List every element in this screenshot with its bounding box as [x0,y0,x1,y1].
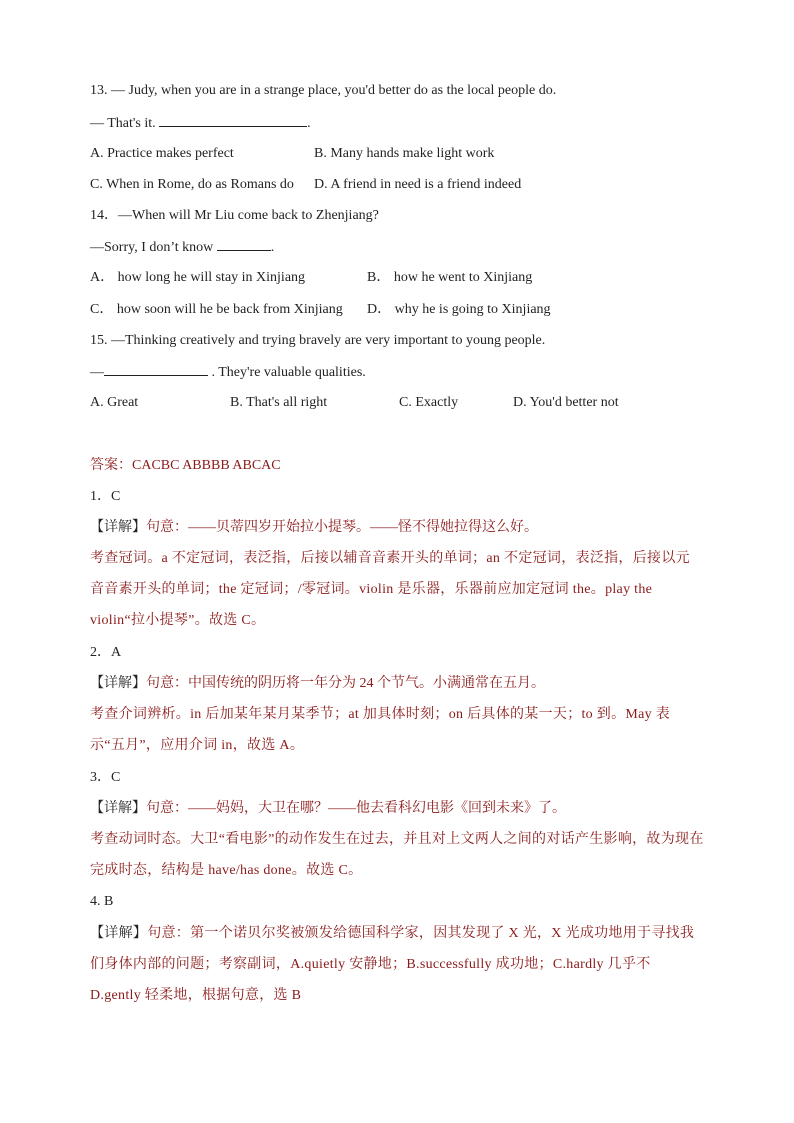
q14-answer-blank [217,238,271,251]
q13-option-c: C. When in Rome, do as Romans do [90,177,294,192]
explanation-3-detail-label: 【详解】 [90,801,146,816]
q15-reply-prefix: — [90,365,104,380]
q14-stem: 14．—When will Mr Liu come back to Zhenjiang? [90,208,379,223]
explanation-1-detail-text: 句意：——贝蒂四岁开始拉小提琴。——怪不得她拉得这么好。 [146,520,538,535]
q13-answer-blank [159,114,307,127]
q13-reply [90,114,311,133]
q15-option-a: A. Great [90,395,139,410]
q13-reply-prefix: — That's it. [90,116,156,131]
q13-reply-suffix: . [307,116,311,131]
explanation-4-detail-label: 【详解】 [90,926,148,941]
q14-option-a: A． how long he will stay in Xinjiang [90,270,306,285]
q13-option-b: B. Many hands make light work [314,146,495,161]
q13-option-d: D. A friend in need is a friend indeed [314,177,522,192]
q13-stem: 13. — Judy, when you are in a strange place, you'd better do as the local people do. [90,83,557,98]
explanation-2-detail [90,675,545,693]
q13-option-a: A. Practice makes perfect [90,146,234,161]
explanation-4-number: 4. B [90,894,114,909]
q15-reply [90,363,366,382]
explanation-4-detail-text: 句意：第一个诺贝尔奖被颁发给德国科学家，因其发现了 X 光，X 光成功地用于寻找我们身体内部的问题；考察副词，A.quietly 安静地；B.successfully 成功地；C.hardly 几乎不 D.gently 轻柔地，根据句意，选 B [90,926,695,1003]
explanation-1-number: 1．C [90,489,121,504]
q14-option-c: C． how soon will he be back from Xinjiang [90,302,343,317]
explanation-1-detail-label: 【详解】 [90,520,146,535]
explanation-3-detail-text: 句意：——妈妈，大卫在哪？——他去看科幻电影《回到未来》了。 [146,801,566,816]
q15-answer-blank [104,363,208,376]
q15-option-b: B. That's all right [230,395,328,410]
explanation-1-analysis: 考查冠词。a 不定冠词，表泛指，后接以辅音音素开头的单词；an 不定冠词，表泛指，后接以元音音素开头的单词；the 定冠词；/零冠词。violin 是乐器，乐器前应加定冠词 the。play the violin“拉小提琴”。故选 C。 [90,551,690,628]
explanation-2-analysis: 考查介词辨析。in 后加某年某月某季节；at 加具体时刻；on 后具体的某一天；to 到。May 表示“五月”，应用介词 in，故选 A。 [90,707,671,753]
q14-option-d: D． why he is going to Xinjiang [367,302,551,317]
explanation-1-detail [90,519,538,537]
q15-option-d: D. You'd better not [513,395,619,410]
q15-option-c: C. Exactly [399,395,459,410]
q15-reply-suffix: . They're valuable qualities. [211,365,366,380]
explanation-3-detail [90,800,566,818]
explanation-4-detail [90,918,704,1011]
explanation-2-detail-text: 句意：中国传统的阴历将一年分为 24 个节气。小满通常在五月。 [146,676,545,691]
explanation-2-detail-label: 【详解】 [90,676,146,691]
q15-stem: 15. —Thinking creatively and trying bravely are very important to young people. [90,333,546,348]
q14-reply-prefix: —Sorry, I don’t know [90,240,214,255]
explanation-2-number: 2．A [90,645,122,660]
q14-reply [90,238,274,257]
answers-line: 答案：CACBC ABBBB ABCAC [90,458,281,473]
explanation-3-analysis: 考查动词时态。大卫“看电影”的动作发生在过去，并且对上文两人之间的对话产生影响，故为现在完成时态，结构是 have/has done。故选 C。 [90,832,704,878]
explanation-3-number: 3．C [90,770,121,785]
q14-option-b: B． how he went to Xinjiang [367,270,533,285]
q14-reply-suffix: . [270,240,275,255]
